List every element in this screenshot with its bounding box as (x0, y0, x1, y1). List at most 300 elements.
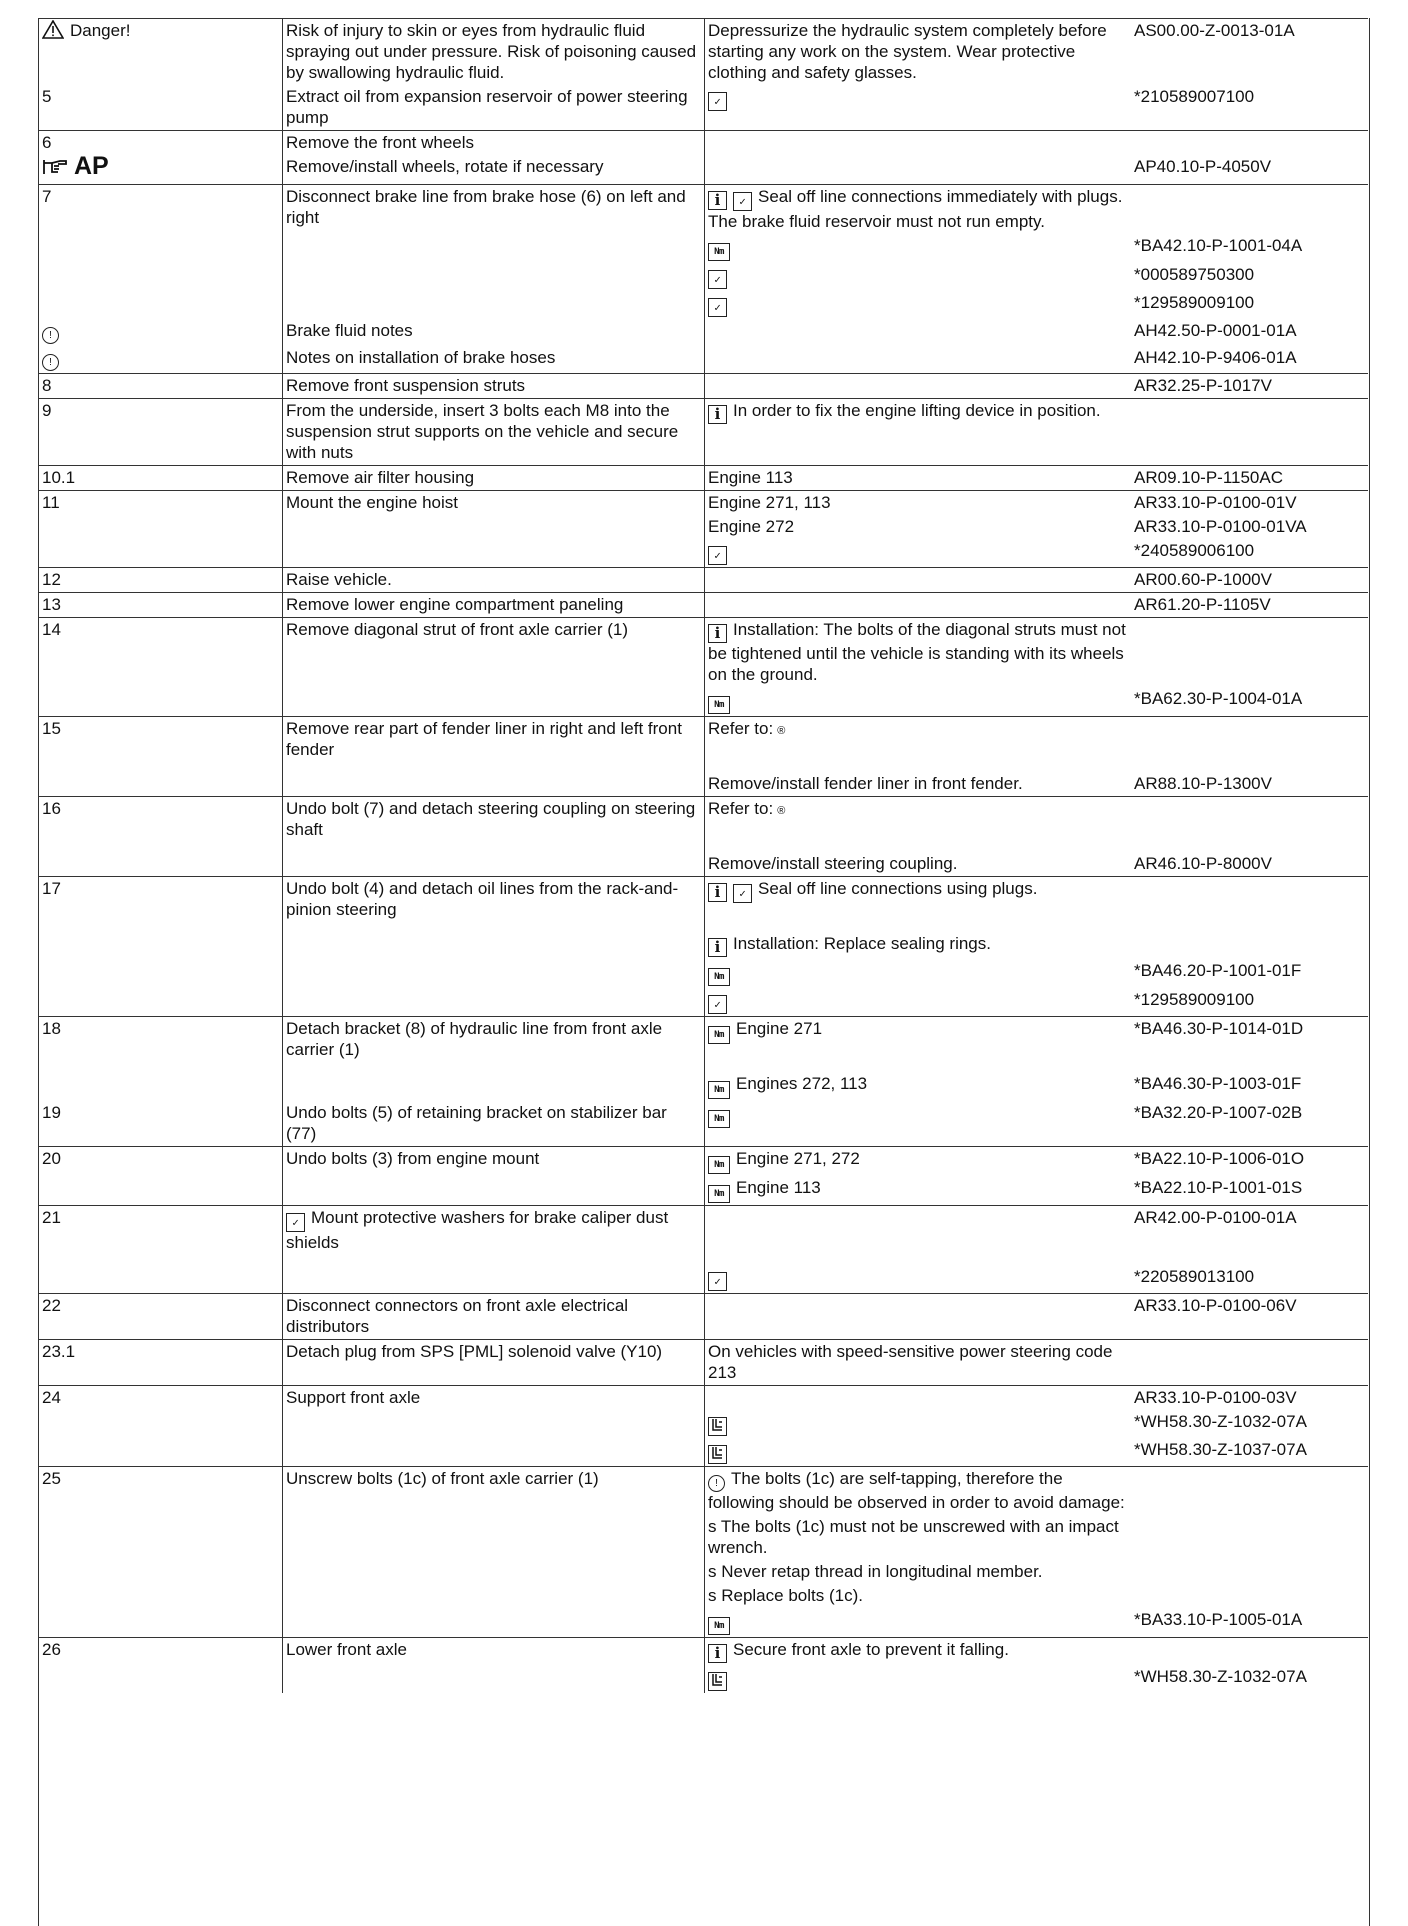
step-number-text: 22 (42, 1296, 61, 1315)
doc-reference-text: *BA46.20-P-1001-01F (1134, 961, 1302, 980)
step-row (38, 617, 1368, 716)
step-line (38, 1608, 1368, 1637)
step-description (282, 1515, 704, 1539)
doc-reference (1130, 185, 1368, 209)
step-description-text: Mount the engine hoist (286, 493, 459, 512)
step-description (282, 1101, 704, 1146)
step-description-text: Undo bolt (7) and detach steering coupling on steering shaft (286, 799, 696, 839)
special-tool-icon: ✓ (708, 1272, 727, 1291)
column-divider (704, 618, 705, 716)
step-notes (704, 1265, 1130, 1293)
step-notes (704, 1294, 1130, 1318)
step-notes (704, 687, 1130, 716)
doc-reference (1130, 772, 1368, 796)
doc-reference (1130, 1265, 1368, 1289)
column-divider (282, 797, 283, 876)
column-divider (282, 1147, 283, 1205)
column-divider (282, 877, 283, 1016)
note-icon: ! (42, 327, 59, 344)
step-number (38, 1072, 282, 1096)
step-number-text: AP (74, 152, 109, 180)
doc-reference (1130, 1340, 1368, 1364)
step-notes-text: Refer to: (708, 799, 774, 818)
step-line (38, 515, 1368, 539)
step-description (282, 19, 704, 85)
step-description (282, 932, 704, 956)
step-line (38, 399, 1368, 465)
step-notes-text: s Replace bolts (1c). (708, 1586, 863, 1605)
step-number (38, 291, 282, 315)
doc-reference (1130, 568, 1368, 592)
step-number (38, 1515, 282, 1539)
step-number (38, 852, 282, 876)
step-number (38, 772, 282, 796)
step-line (38, 772, 1368, 796)
step-line (38, 1265, 1368, 1293)
step-notes (704, 399, 1130, 426)
doc-reference-text: AR00.60-P-1000V (1134, 570, 1272, 589)
doc-reference (1130, 346, 1368, 370)
step-notes (704, 19, 1130, 85)
torque-icon: Nm (708, 968, 730, 986)
step-row (38, 1339, 1368, 1385)
doc-reference-text: AS00.00-Z-0013-01A (1134, 21, 1295, 40)
step-line (38, 263, 1368, 291)
pointing-hand-icon (42, 157, 68, 182)
step-description-text: Remove rear part of fender liner in right and left front fender (286, 719, 682, 759)
torque-icon: Nm (708, 1156, 730, 1174)
step-line (38, 717, 1368, 762)
doc-reference-text: *129589009100 (1134, 293, 1255, 312)
doc-reference (1130, 319, 1368, 343)
doc-reference-text: AR09.10-P-1150AC (1134, 468, 1283, 487)
column-divider (282, 185, 283, 373)
doc-reference (1130, 1410, 1368, 1434)
step-number (38, 1294, 282, 1318)
step-number (38, 1101, 282, 1125)
step-number-text: 6 (42, 133, 52, 152)
step-number (38, 85, 282, 109)
step-notes-text: The bolts (1c) are self-tapping, therefore the following should be observed in order to avoid damage: (708, 1469, 1125, 1512)
step-notes (704, 1147, 1130, 1176)
step-notes (704, 374, 1130, 398)
step-notes-text: Engines 272, 113 (736, 1074, 868, 1093)
step-description (282, 131, 704, 155)
step-row (38, 796, 1368, 876)
torque-icon: Nm (708, 1110, 730, 1128)
step-description (282, 466, 704, 490)
step-notes (704, 131, 1130, 155)
step-notes (704, 263, 1130, 291)
doc-reference (1130, 1438, 1368, 1462)
step-line (38, 1438, 1368, 1466)
step-description-text: Remove air filter housing (286, 468, 475, 487)
step-description (282, 1665, 704, 1689)
step-number (38, 932, 282, 956)
step-row (38, 1205, 1368, 1293)
note-icon: ! (42, 354, 59, 371)
spacer (38, 842, 1368, 852)
step-notes-text: Depressurize the hydraulic system completely before starting any work on the system. Wear protective clothing and safety glasses. (708, 21, 1107, 82)
step-number (38, 1608, 282, 1632)
step-notes (704, 717, 1130, 744)
torque-icon: Nm (708, 1026, 730, 1044)
step-notes (704, 319, 1130, 343)
step-number (38, 19, 282, 46)
column-divider (704, 1294, 705, 1339)
workshop-equipment-icon (708, 1672, 727, 1691)
step-notes (704, 1410, 1130, 1438)
step-number (38, 1206, 282, 1230)
step-number (38, 152, 282, 184)
step-number-text: 24 (42, 1388, 61, 1407)
step-notes (704, 1176, 1130, 1205)
doc-reference (1130, 687, 1368, 711)
step-notes (704, 85, 1130, 113)
column-divider (282, 374, 283, 398)
step-description (282, 491, 704, 515)
step-number-text: 13 (42, 595, 61, 614)
torque-icon: Nm (708, 1617, 730, 1635)
workshop-equipment-icon (708, 1445, 727, 1464)
info-icon: i (708, 1644, 727, 1663)
special-tool-icon: ✓ (708, 546, 727, 565)
step-line (38, 346, 1368, 373)
step-notes (704, 1665, 1130, 1693)
step-number-text: 15 (42, 719, 61, 738)
step-line (38, 1072, 1368, 1101)
step-number-text: 19 (42, 1103, 61, 1122)
doc-reference-text: AR88.10-P-1300V (1134, 774, 1272, 793)
step-number-text: 7 (42, 187, 52, 206)
step-line (38, 1584, 1368, 1608)
step-description (282, 1176, 704, 1200)
doc-reference (1130, 1386, 1368, 1410)
step-number (38, 687, 282, 711)
step-description (282, 988, 704, 1012)
step-description (282, 1294, 704, 1339)
step-line (38, 131, 1368, 155)
doc-reference (1130, 155, 1368, 179)
column-divider (704, 374, 705, 398)
column-divider (282, 1467, 283, 1637)
step-notes (704, 539, 1130, 567)
step-notes (704, 346, 1130, 370)
step-notes (704, 932, 1130, 959)
column-divider (282, 1017, 283, 1146)
column-divider (704, 1206, 705, 1293)
step-notes (704, 1438, 1130, 1466)
step-number (38, 491, 282, 515)
step-row (38, 398, 1368, 465)
step-number (38, 185, 282, 209)
step-notes (704, 185, 1130, 234)
step-description-text: From the underside, insert 3 bolts each M8 into the suspension strut supports on the vehicle and secure with nuts (286, 401, 679, 462)
step-number-text: 23.1 (42, 1342, 76, 1361)
doc-reference-text: AP40.10-P-4050V (1134, 157, 1272, 176)
step-description (282, 85, 704, 130)
doc-reference-text: AR33.10-P-0100-01VA (1134, 517, 1307, 536)
step-number-text: 20 (42, 1149, 61, 1168)
step-line (38, 1467, 1368, 1515)
step-description (282, 1072, 704, 1096)
step-number (38, 959, 282, 983)
step-description (282, 374, 704, 398)
step-number (38, 539, 282, 563)
step-description (282, 717, 704, 762)
step-notes-text: Installation: The bolts of the diagonal struts must not be tightened until the vehicle is standing with its wheels on the ground. (708, 620, 1126, 684)
step-line (38, 1638, 1368, 1665)
doc-reference-text: *BA46.30-P-1014-01D (1134, 1019, 1304, 1038)
step-row (38, 130, 1368, 184)
step-description-text: Notes on installation of brake hoses (286, 348, 556, 367)
doc-reference (1130, 1467, 1368, 1491)
column-divider (704, 1638, 705, 1693)
step-description (282, 515, 704, 539)
doc-reference-text: *BA42.10-P-1001-04A (1134, 236, 1303, 255)
column-divider (282, 19, 283, 130)
step-description (282, 539, 704, 563)
reference-link-icon[interactable]: ® (777, 725, 786, 737)
step-notes (704, 1608, 1130, 1637)
step-number (38, 1665, 282, 1689)
step-description (282, 593, 704, 617)
step-row (38, 18, 1368, 130)
step-notes (704, 155, 1130, 179)
step-line (38, 291, 1368, 319)
doc-reference (1130, 1101, 1368, 1125)
step-line (38, 852, 1368, 876)
doc-reference (1130, 491, 1368, 515)
step-description (282, 346, 704, 370)
doc-reference-text: AR33.10-P-0100-06V (1134, 1296, 1297, 1315)
step-description-text: Risk of injury to skin or eyes from hydraulic fluid spraying out under pressure. Risk of poisoning caused by swallowing hydraulic fluid. (286, 21, 697, 82)
step-notes (704, 877, 1130, 905)
torque-icon: Nm (708, 243, 730, 261)
column-divider (282, 1206, 283, 1293)
doc-reference (1130, 291, 1368, 315)
step-notes (704, 1560, 1130, 1584)
step-notes-text: Engine 272 (708, 517, 795, 536)
step-row (38, 1146, 1368, 1205)
column-divider (704, 185, 705, 373)
step-row (38, 1466, 1368, 1637)
step-notes-text: Remove/install steering coupling. (708, 854, 958, 873)
step-line (38, 1386, 1368, 1410)
step-row (38, 592, 1368, 617)
step-number-text: 5 (42, 87, 52, 106)
reference-link-icon[interactable]: ® (777, 805, 786, 817)
step-notes (704, 1206, 1130, 1230)
doc-reference (1130, 1017, 1368, 1041)
step-notes-text: Engine 271, 272 (736, 1149, 860, 1168)
doc-reference-text: *220589013100 (1134, 1267, 1255, 1286)
doc-reference-text: *129589009100 (1134, 990, 1255, 1009)
step-line (38, 568, 1368, 592)
step-number (38, 234, 282, 258)
step-notes (704, 1467, 1130, 1515)
step-description-text: Undo bolt (4) and detach oil lines from the rack-and-pinion steering (286, 879, 679, 919)
doc-reference-text: AR33.10-P-0100-03V (1134, 1388, 1297, 1407)
doc-reference (1130, 1515, 1368, 1539)
torque-icon: Nm (708, 696, 730, 714)
step-notes (704, 772, 1130, 796)
info-icon: i (708, 883, 727, 902)
column-divider (704, 593, 705, 617)
doc-reference (1130, 19, 1368, 43)
step-notes (704, 568, 1130, 592)
step-line (38, 1017, 1368, 1062)
doc-reference-text: AR46.10-P-8000V (1134, 854, 1272, 873)
doc-reference (1130, 263, 1368, 287)
step-number-text: 12 (42, 570, 61, 589)
doc-reference-text: AH42.50-P-0001-01A (1134, 321, 1297, 340)
procedure-table (38, 18, 1368, 1693)
step-notes-text: Seal off line connections immediately with plugs. The brake fluid reservoir must not run empty. (708, 187, 1123, 231)
special-tool-icon: ✓ (708, 92, 727, 111)
column-divider (282, 568, 283, 592)
doc-reference (1130, 1665, 1368, 1689)
step-description (282, 772, 704, 796)
doc-reference-text: *210589007100 (1134, 87, 1255, 106)
step-description-text: Mount protective washers for brake caliper dust shields (286, 1208, 669, 1252)
step-line (38, 1206, 1368, 1255)
step-number (38, 466, 282, 490)
step-description (282, 234, 704, 258)
step-description-text: Disconnect connectors on front axle electrical distributors (286, 1296, 629, 1336)
step-description (282, 568, 704, 592)
step-number-text: 11 (42, 493, 60, 512)
step-line (38, 988, 1368, 1016)
column-divider (282, 491, 283, 567)
step-description (282, 1608, 704, 1632)
doc-reference-text: AR33.10-P-0100-01V (1134, 493, 1297, 512)
step-line (38, 374, 1368, 398)
torque-icon: Nm (708, 1081, 730, 1099)
info-icon: i (708, 405, 727, 424)
step-notes (704, 466, 1130, 490)
column-divider (282, 1386, 283, 1466)
column-divider (282, 1340, 283, 1385)
step-description (282, 1438, 704, 1462)
step-description (282, 319, 704, 343)
doc-reference (1130, 877, 1368, 901)
step-description (282, 959, 704, 983)
step-description (282, 1560, 704, 1584)
step-number (38, 515, 282, 539)
step-number (38, 263, 282, 287)
step-line (38, 593, 1368, 617)
step-line (38, 1101, 1368, 1146)
doc-reference (1130, 1584, 1368, 1608)
step-notes-text: Refer to: (708, 719, 774, 738)
step-number-text: 8 (42, 376, 52, 395)
step-description-text: Disconnect brake line from brake hose (6) on left and right (286, 187, 686, 227)
step-notes (704, 1584, 1130, 1608)
step-description (282, 1206, 704, 1255)
doc-reference (1130, 618, 1368, 642)
step-notes-text: Installation: Replace sealing rings. (733, 934, 991, 953)
step-description (282, 1638, 704, 1662)
step-line (38, 319, 1368, 346)
step-line (38, 19, 1368, 85)
step-description (282, 687, 704, 711)
step-row (38, 1385, 1368, 1466)
step-notes (704, 988, 1130, 1016)
step-description (282, 1467, 704, 1491)
step-line (38, 491, 1368, 515)
doc-reference (1130, 852, 1368, 876)
step-description (282, 291, 704, 315)
step-notes-text: Engine 113 (736, 1178, 821, 1197)
step-description-text: Extract oil from expansion reservoir of power steering pump (286, 87, 688, 127)
spacer (38, 922, 1368, 932)
step-line (38, 1410, 1368, 1438)
step-notes-text: On vehicles with speed-sensitive power steering code 213 (708, 1342, 1113, 1382)
step-number-text: 25 (42, 1469, 61, 1488)
step-row (38, 1016, 1368, 1146)
doc-reference (1130, 988, 1368, 1012)
doc-reference (1130, 85, 1368, 109)
step-line (38, 959, 1368, 988)
step-line (38, 185, 1368, 234)
step-notes-text: Seal off line connections using plugs. (758, 879, 1038, 898)
column-divider (282, 399, 283, 465)
step-number (38, 1438, 282, 1462)
step-number-text: 16 (42, 799, 61, 818)
step-description (282, 1584, 704, 1608)
step-description-text: Raise vehicle. (286, 570, 392, 589)
step-line (38, 1176, 1368, 1205)
step-description (282, 852, 704, 876)
step-notes (704, 491, 1130, 515)
note-icon: ! (708, 1475, 725, 1492)
step-line (38, 466, 1368, 490)
step-line (38, 1340, 1368, 1385)
column-divider (704, 399, 705, 465)
step-notes-text: Engine 271, 113 (708, 493, 831, 512)
step-notes (704, 959, 1130, 988)
step-description (282, 1410, 704, 1434)
special-tool-icon: ✓ (708, 270, 727, 289)
step-number (38, 1340, 282, 1364)
step-number (38, 797, 282, 821)
step-notes (704, 593, 1130, 617)
step-line (38, 1515, 1368, 1560)
step-description-text: Brake fluid notes (286, 321, 413, 340)
doc-reference-text: *BA46.30-P-1003-01F (1134, 1074, 1302, 1093)
step-description-text: Detach plug from SPS [PML] solenoid valve (Y10) (286, 1342, 663, 1361)
doc-reference (1130, 932, 1368, 956)
doc-reference (1130, 1294, 1368, 1318)
step-number (38, 1386, 282, 1410)
step-number (38, 319, 282, 346)
doc-reference-text: *WH58.30-Z-1037-07A (1134, 1440, 1307, 1459)
step-description-text: Unscrew bolts (1c) of front axle carrier (1) (286, 1469, 599, 1488)
step-description (282, 155, 704, 179)
step-line (38, 1560, 1368, 1584)
step-number (38, 374, 282, 398)
step-notes-text: Engine 271 (736, 1019, 823, 1038)
step-description-text: Remove front suspension struts (286, 376, 526, 395)
step-notes (704, 291, 1130, 319)
step-row (38, 1293, 1368, 1339)
step-notes-text: s The bolts (1c) must not be unscrewed with an impact wrench. (708, 1517, 1119, 1557)
doc-reference-text: *BA22.10-P-1001-01S (1134, 1178, 1303, 1197)
special-tool-icon: ✓ (733, 192, 752, 211)
doc-reference-text: *BA62.30-P-1004-01A (1134, 689, 1303, 708)
spacer (38, 1062, 1368, 1072)
